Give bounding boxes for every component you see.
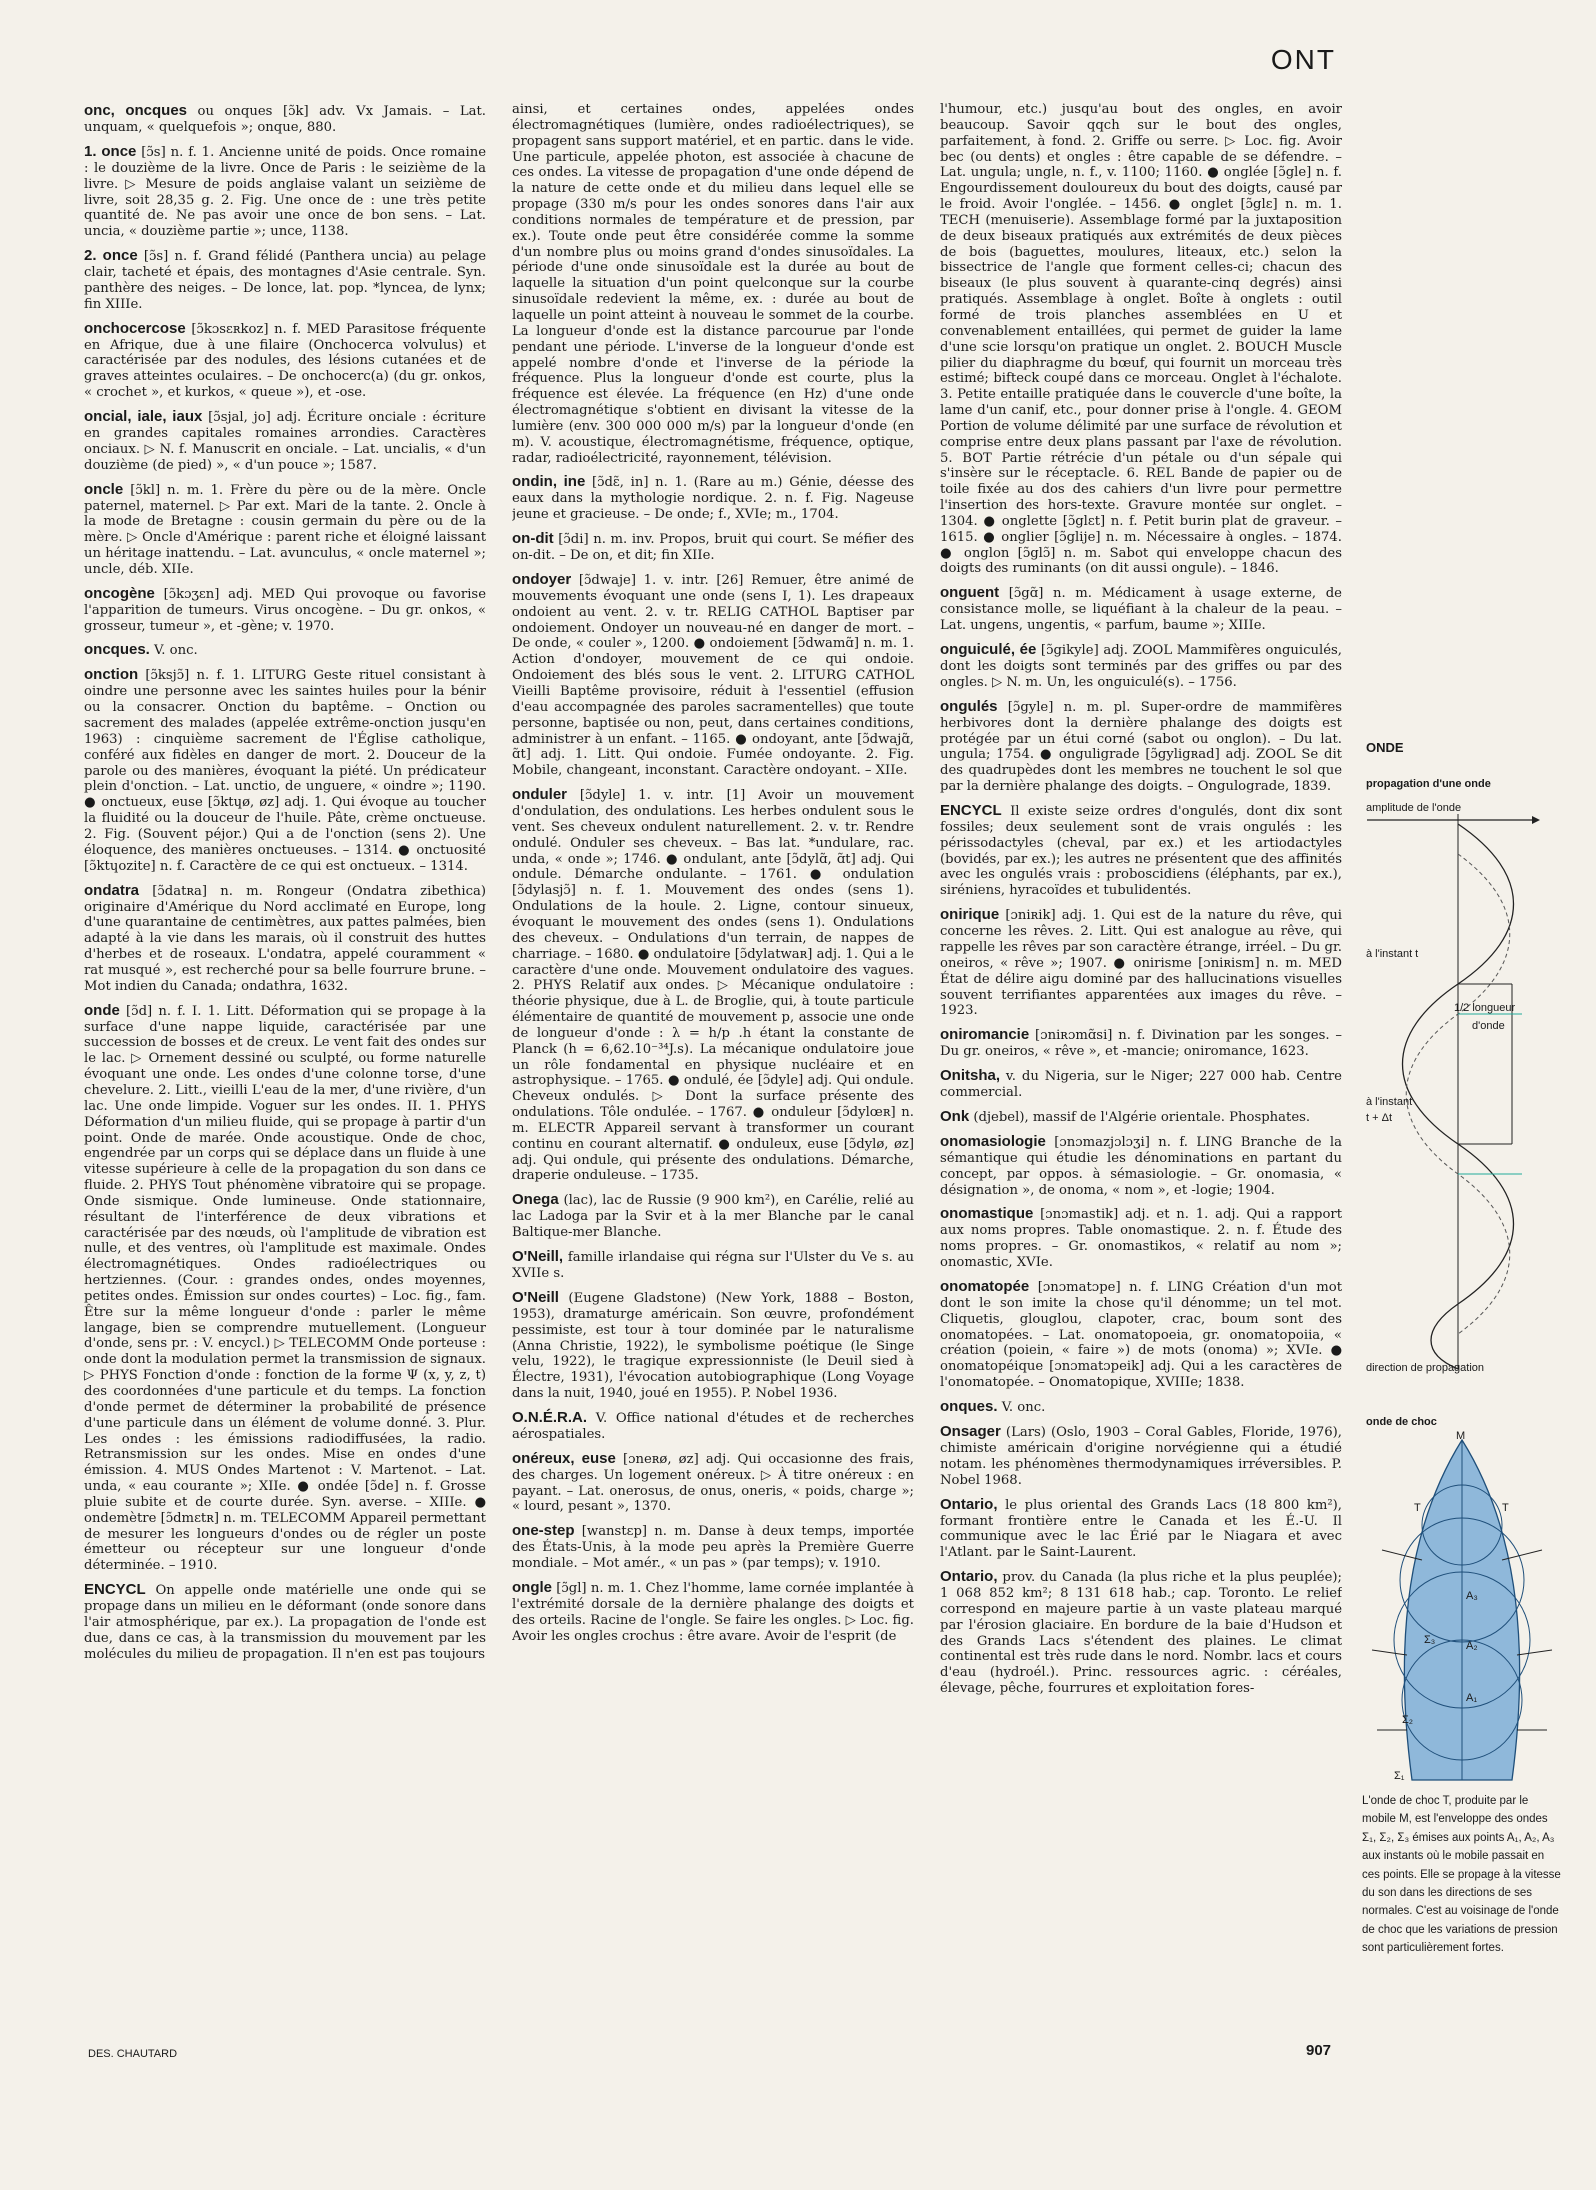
entry-definition: [ɔ̃kl] n. m. 1. Frère du père ou de la mère. Oncle paternel, maternel. ▷ Par ext. Mari de la tante. 2. Oncle à la mode de Bretagne : cousin germain du père ou de la mère. ▷ Oncle d'Amérique : parent riche et éloigné laissant un héritage inattendu. – Lat. avunculus, « oncle maternel »; uncle, déb. XIIe. xyxy=(84,482,486,577)
amplitude-label: amplitude de l'onde xyxy=(1366,802,1462,814)
dictionary-entry xyxy=(512,1409,914,1443)
dictionary-entry xyxy=(940,1398,1342,1416)
entry-headword: onduler xyxy=(512,786,567,804)
entry-definition: [ɔ̃dɛ̃, in] n. 1. (Rare au m.) Génie, déesse des eaux dans la mythologie nordique. 2. n. f. Fig. Nageuse jeune et gracieuse. – De onde; f., XVIe; m., 1704. xyxy=(512,475,914,523)
entry-definition: [ɔnɔmazjɔlɔʒi] n. f. LING Branche de la sémantique qui étudie les dénominations en partant du concept, par oppos. à sémasiologie. – Gr. onomasia, « désignation », de onoma, « nom », et -logie; 1904. xyxy=(940,1134,1342,1198)
entry-definition: prov. du Canada (la plus riche et la plus peuplée); 1 068 852 km²; 8 131 618 hab.; cap. Toronto. Le relief correspond en majeure partie à un vaste plateau marqué par l'érosion glaciaire. En bordure de la baie d'Hudson et des Grands Lacs s'étendent des plaines. Le climat continental est très rude dans le nord. Nombr. lacs et cours d'eau (hydroél.). Princ. ressources agric. : céréales, élevage, pêche, fourrures et exploitation fores- xyxy=(940,1570,1342,1697)
dictionary-entry xyxy=(512,1191,914,1241)
dictionary-entry xyxy=(940,1108,1342,1126)
entry-headword: Onitsha, xyxy=(940,1067,1001,1085)
entry-definition: [ɔ̃sjal, jo] adj. Écriture onciale : écriture en grandes capitales romaines arrondies. Caractères onciaux. ▷ N. f. Manuscrit en onciale. – Lat. uncialis, « d'un douzième (de pied) », « d'un pouce »; 1587. xyxy=(84,409,486,473)
entry-headword: 1. once xyxy=(84,142,137,160)
entry-headword: onomastique xyxy=(940,1205,1034,1223)
dictionary-entry xyxy=(940,1496,1342,1562)
label-s1: Σ₁ xyxy=(1394,1770,1405,1782)
dictionary-entry xyxy=(84,408,486,474)
entry-definition: [ɔ̃ksjɔ̃] n. f. 1. LITURG Geste rituel consistant à oindre une personne avec les saintes huiles pour la bénir ou la consacrer. Onction du baptême. – Onction ou sacrement des malades (appelée extrême-onction jusqu'en 1963) : cinquième sacrement de l'Église catholique, conféré aux fidèles en danger de mort. 2. Douceur de la parole ou des manières, évoquant la piété. Un prédicateur plein d'onction. – Lat. unctio, de unguere, « oindre »; 1190. ● onctueux, euse [ɔ̃ktɥø, øz] adj. 1. Qui évoque au toucher la fluidité ou la douceur de l'huile. Pâte, crème onctueuse. 2. Fig. (Souvent péjor.) Qui a de l'onction (sens 2). Une éloquence, des manières onctueuses. – 1314. ● onctuosité [ɔ̃ktɥozite] n. f. Caractère de ce qui est onctueux. – 1314. xyxy=(84,668,486,874)
entry-headword: onomasiologie xyxy=(940,1132,1046,1150)
entry-definition: [ɔ̃d] n. f. I. 1. Litt. Déformation qui se propage à la surface d'une nappe liquide, caractérisée par une succession de bosses et de creux. Le vent fait des ondes sur le lac. ▷ Ornement dessiné ou sculpté, ou forme naturelle évoquant une onde. Les ondes d'une colonne torse, d'une chevelure. 2. Litt., vieilli L'eau de la mer, d'une rivière, d'un lac. Une onde limpide. Voguer sur les ondes. II. 1. PHYS Déformation d'un milieu fluide, qui se propage à partir d'un point. Onde de marée. Onde acoustique. Onde de choc, engendrée par un corps qui se déplace dans un fluide à une vitesse supérieure à celle de la propagation du son dans ce fluide. 2. PHYS Tout phénomène vibratoire qui se propage. Onde sismique. Onde lumineuse. Onde stationnaire, résultant de l'interférence de deux vibrations et caractérisée par des nœuds, où l'amplitude de vibration est nulle, et des ventres, où l'amplitude est maximale. Ondes électromagnétiques. Ondes radioélectriques ou hertziennes. (Cour. : grandes ondes, ondes moyennes, petites ondes. Émission sur ondes courtes) – Loc. fig., fam. Être sur la même longueur d'onde : parler le même langage, bien se comprendre mutuellement. (Longueur d'onde, sens pr. : V. encycl.) ▷ TELECOMM Onde porteuse : onde dont la modulation permet la transmission de signaux. ▷ PHYS Fonction d'onde : fonction de la forme Ψ (x, y, z, t) des coordonnées d'une particule et du temps. La fonction d'onde permet de déterminer la probabilité de présence d'une particule dans un élément de volume donné. 3. Plur. Les ondes : les émissions radiodiffusées, la radio. Retransmission sur les ondes. Mise en ondes d'une émission. 4. MUS Ondes Martenot : V. Martenot. – Lat. unda, « eau courante »; XIIe. ● ondée [ɔ̃de] n. f. Grosse pluie subite et de courte durée. Syn. averse. – XIIIe. ● ondemètre [ɔ̃dmɛtʀ] n. m. TELECOMM Appareil permettant de mesurer les longueurs d'ondes ou de régler un poste émetteur ou récepteur sur une longueur d'onde déterminée. – 1910. xyxy=(84,1003,486,1574)
entry-definition: [ɔnɔmastik] adj. et n. 1. adj. Qui a rapport aux noms propres. Table onomastique. 2. n. f. Étude des noms propres. – Gr. onomastikos, « relatif au nom »; onomastic, XVIe. xyxy=(940,1207,1342,1271)
dictionary-entry xyxy=(84,585,486,635)
entry-definition: [ɔnɔmatɔpe] n. f. LING Création d'un mot dont le son imite la chose qu'il dénomme; un tel mot. Cliquetis, glouglou, clapoter, crac, boum sont des onomatopées. – Lat. onomatopoeia, gr. onomatopoiia, « création (poiein, « faire ») de mots (onoma) »; XVIe. ● onomatopéique [ɔnɔmatɔpeik] adj. Qui a les caractères de l'onomatopée. – Onomatopique, XVIIIe; 1838. xyxy=(940,1279,1342,1391)
dictionary-entry xyxy=(84,481,486,578)
dictionary-entry xyxy=(84,102,486,136)
entry-headword: oncial, iale, iaux xyxy=(84,407,203,425)
instant-t-label: à l'instant t xyxy=(1366,948,1419,960)
entry-headword: onchocercose xyxy=(84,319,186,337)
entry-definition: On appelle onde matérielle une onde qui se propage dans un milieu en le déformant (onde sonore dans l'air atmosphérique, par ex.). La propagation de l'onde est due, dans ce cas, à la transmission du mouvement par les molécules du milieu de propagation. Il n'en est pas toujours xyxy=(84,1583,486,1662)
entry-headword: Onk xyxy=(940,1107,970,1125)
entry-headword: onguiculé, ée xyxy=(940,641,1037,658)
entry-definition: [ɔ̃di] n. m. inv. Propos, bruit qui court. Se méfier des on-dit. – De on, et dit; fin XIIe. xyxy=(512,532,914,564)
dictionary-entry xyxy=(512,1289,914,1402)
column-2 xyxy=(512,102,914,2032)
dictionary-entry xyxy=(940,1423,1342,1489)
dictionary-entry xyxy=(512,786,914,1184)
dictionary-entry xyxy=(940,584,1342,634)
dictionary-entry xyxy=(84,320,486,401)
entry-headword: onéreux, euse xyxy=(512,1449,616,1467)
entry-headword: O'Neill, xyxy=(512,1248,564,1265)
figure-title: ONDE xyxy=(1366,740,1404,755)
entry-definition: [ɔniʀik] adj. 1. Qui est de la nature du rêve, qui concerne les rêves. 2. Litt. Qui est analogue au rêve, qui rappelle les rêves par son caractère étrange, irréel. – Du gr. oneiros, « rêve »; 1907. ● onirisme [ɔniʀism] n. m. MED État de délire aigu dominé par des hallucinations visuelles souvent terrifiantes apparentées aux images du rêve. – 1923. xyxy=(940,908,1342,1019)
entry-headword: O'Neill xyxy=(512,1288,559,1306)
entry-definition: V. onc. xyxy=(149,643,198,659)
label-t1: T xyxy=(1414,1502,1421,1514)
normal-arrow-3 xyxy=(1372,1650,1407,1655)
page-number: 907 xyxy=(1306,2042,1332,2059)
label-a3: A₃ xyxy=(1466,1590,1478,1602)
entry-definition: [ɔniʀɔmɑ̃si] n. f. Divination par les songes. – Du gr. oneiros, « rêve », et -mancie; oniromance, 1623. xyxy=(940,1028,1342,1060)
entry-definition: V. Office national d'études et de recherches aérospatiales. xyxy=(512,1410,914,1442)
entry-definition: le plus oriental des Grands Lacs (18 800 km²), formant frontière entre le Canada et les É.-U. Il communique avec le lac Érié par le Niagara et avec l'Atlant. par le Saint-Laurent. xyxy=(940,1497,1342,1561)
entry-headword: oncques. xyxy=(84,641,150,659)
label-s3: Σ₃ xyxy=(1424,1634,1436,1646)
entry-definition: Il existe seize ordres d'ongulés, dont dix sont fossiles; deux seulement sont de vrais ongulés : les périssodactyles (cheval, par ex.) et les artiodactyles (bovidés, par ex.); les autres ne présentent que des affinités avec les ongulés vrais : proboscidiens (éléphants, par ex.), siréniens, hyracoïdes et tubulidentés. xyxy=(940,803,1342,899)
entry-headword: ondin, ine xyxy=(512,473,586,491)
wave-figure xyxy=(1362,730,1562,2030)
figure-subtitle: propagation d'une onde xyxy=(1366,778,1491,790)
figure-caption: L'onde de choc T, produite par le mobile M, est l'enveloppe des ondes Σ₁, Σ₂, Σ₃ émises aux points A₁, A₂, A₃ aux instants où le mobile passait en ces points. Elle se propage à la vitesse du son dans les directions de ses normales. C'est au voisinage de l'onde de choc que les variations de pression sont particulièrement fortes. xyxy=(1362,1795,1561,1955)
entry-headword: ongulés xyxy=(940,697,998,715)
dictionary-entry xyxy=(940,1278,1342,1391)
dictionary-entry xyxy=(84,641,486,659)
entry-definition: l'humour, etc.) jusqu'au bout des ongles, en avoir beaucoup. Savoir qqch sur le bout des ongles, parfaitement, à fond. 2. Griffe ou serre. ▷ Loc. fig. Avoir bec (ou dents) et ongles : être capable de se défendre. – Lat. ungula; ungle, n. f., v. 1100; 1160. ● onglée [ɔ̃gle] n. f. Engourdissement douloureux du bout des doigts, causé par le froid. Avoir l'onglée. – 1456. ● onglet [ɔ̃glɛ] n. m. 1. TECH (menuiserie). Assemblage formé par la juxtaposition de deux biseaux pratiqués aux extrémités de deux pièces de bois (baguettes, moulures, liteaux, etc.) selon la bissectrice de l'angle que forment celles-ci; chacun des biseaux (le plus souvent à quarante-cinq degrés) ainsi pratiqués. Assemblage à onglet. Boîte à onglets : outil formé de trois planches assemblées en U et convenablement entaillées, qui permet de guider la lame d'une scie lorsqu'on pratique un onglet. 2. BOUCH Muscle pilier du diaphragme du bœuf, qui fournit un morceau très estimé; bifteck coupé dans ce morceau. Onglet à l'échalote. 3. Petite entaille pratiquée dans le couvercle d'une boîte, la lame d'un canif, etc., pour donner prise à l'ongle. 4. GEOM Portion de volume délimité par une surface de révolution et comprise entre deux plans passant par l'axe de révolution. 5. BOT Partie rétrécie d'un pétale ou d'un sépale qui s'insère sur le réceptacle. 6. REL Bande de papier ou de toile fixée au dos des cahiers d'un livre pour permettre l'insertion des hors-texte. Gravure montée sur onglet. – 1304. ● onglette [ɔ̃glɛt] n. f. Petit burin plat de graveur. – 1615. ● onglier [ɔ̃glije] n. m. Nécessaire à ongles. – 1874. ● onglon [ɔ̃glɔ̃] n. m. Sabot qui enveloppe chacun des doigts des ruminants (on dit aussi ongule). – 1846. xyxy=(940,102,1342,577)
dictionary-entry xyxy=(512,1450,914,1516)
dictionary-entry xyxy=(940,1133,1342,1199)
entry-definition: [ɔ̃gɑ̃] n. m. Médicament à usage externe, de consistance molle, se liquéfiant à la chaleur de la peau. – Lat. ungens, ungentis, « parfum, baume »; XIIIe. xyxy=(940,586,1342,634)
entry-definition: V. onc. xyxy=(997,1400,1046,1415)
entry-definition: [ɔ̃kɔʒɛn] adj. MED Qui provoque ou favorise l'apparition de tumeurs. Virus oncogène. – Du gr. onkos, « grosseur, tumeur », et -gène; v. 1970. xyxy=(84,586,486,634)
dictionary-entry xyxy=(84,1581,486,1662)
entry-headword: on-dit xyxy=(512,530,554,548)
entry-definition: [ɔ̃s] n. f. 1. Ancienne unité de poids. Once romaine : le douzième de la livre. Once de Paris : le seizième de la livre. ▷ Mesure de poids anglaise valant un seizième de livre, soit 28,35 g. 2. Fig. Une once de : une très petite quantité de. Ne pas avoir une once de bon sens. – Lat. uncia, « douzième partie »; unce, 1138. xyxy=(84,144,486,240)
wave-diagram xyxy=(1362,814,1562,1374)
dictionary-entry xyxy=(940,1026,1342,1060)
entry-definition: [ɔ̃s] n. f. Grand félidé (Panthera uncia) au pelage clair, tacheté et épais, des montagnes d'Asie centrale. Syn. panthère des neiges. – De lonce, lat. pop. *lyncea, de lynx; fin XIIIe. xyxy=(84,249,486,312)
entry-headword: ondatra xyxy=(84,881,140,899)
entry-definition: (lac), lac de Russie (9 900 km²), en Carélie, relié au lac Ladoga par la Svir et à la mer Blanche par le canal Baltique-mer Blanche. xyxy=(512,1193,914,1241)
entry-definition: (djebel), massif de l'Algérie orientale. Phosphates. xyxy=(969,1109,1311,1125)
dictionary-entry xyxy=(84,882,486,995)
half-wavelength-label-2: d'onde xyxy=(1472,1020,1505,1032)
entry-headword: ENCYCL xyxy=(940,801,1002,819)
entry-headword: Onega xyxy=(512,1191,559,1209)
label-s2: Σ₂ xyxy=(1402,1714,1414,1726)
dictionary-entry xyxy=(84,1002,486,1575)
dictionary-entry xyxy=(512,1248,914,1282)
entry-definition: (Lars) (Oslo, 1903 – Coral Gables, Floride, 1976), chimiste américain d'origine norvégienne qui a étudié notam. les phénomènes thermodynamiques irréversibles. P. Nobel 1968. xyxy=(940,1425,1342,1488)
entry-headword: oniromancie xyxy=(940,1026,1030,1044)
entry-definition: [ɔ̃dyle] 1. v. intr. [1] Avoir un mouvement d'ondulation, des ondulations. Les herbes ondulent sous le vent. Ses cheveux ondulent naturellement. 2. v. tr. Rendre ondulé. Onduler ses cheveux. – Bas lat. *undulare, rac. unda, « onde »; 1746. ● ondulant, ante [ɔ̃dylɑ̃, ɑ̃t] adj. Qui ondule. Démarche ondulante. – 1761. ● ondulation [ɔ̃dylasjɔ̃] n. f. 1. Mouvement des ondes (sens 1). Ondulations de la houle. 2. Ligne, contour sinueux, évoquant le mouvement des ondes (sens 1). Ondulations des cheveux. – Ondulations d'un terrain, de nappes de charriage. – 1680. ● ondulatoire [ɔ̃dylatwaʀ] adj. 1. Qui a le caractère d'une onde. Mouvement ondulatoire des vagues. 2. PHYS Relatif aux ondes. ▷ Mécanique ondulatoire : théorie physique, due à L. de Broglie, qui, à toute particule élémentaire de quantité de mouvement p, associe une onde de longueur d'onde : λ = h/p .h étant la constante de Planck (h = 6,62.10⁻³⁴J.s). La mécanique ondulatoire joue un rôle fondamental en physique nucléaire et en astrophysique. – 1765. ● ondulé, ée [ɔ̃dyle] adj. Qui ondule. Cheveux ondulés. ▷ Dont la surface présente des ondulations. Tôle ondulée. – 1767. ● onduleur [ɔ̃dylœʀ] n. m. ELECTR Appareil servant à transformer un courant continu en courant alternatif. ● onduleux, euse [ɔ̃dylø, øz] adj. Qui ondule, qui présente des ondulations. Démarche, draperie onduleuse. – 1735. xyxy=(512,788,914,1184)
dictionary-entry xyxy=(940,698,1342,795)
instant-t2-label-a: à l'instant xyxy=(1366,1096,1413,1108)
entry-headword: O.N.É.R.A. xyxy=(512,1408,588,1426)
entry-definition: [ɔ̃dwaje] 1. v. intr. [26] Remuer, être animé de mouvements évoquant une onde (sens I, 1). Les drapeaux ondoient au vent. 2. v. tr. RELIG CATHOL Baptiser par ondoiement. Ondoyer un nouveau-né en danger de mort. – De onde, « couler », 1200. ● ondoiement [ɔ̃dwamɑ̃] n. m. 1. Action d'ondoyer, mouvement de ce qui ondoie. Ondoiement des blés sous le vent. 2. LITURG CATHOL Vieilli Baptême provisoire, réduit à l'essentiel (effusion d'eau accompagnée des paroles sacramentelles) que toute personne, baptisée ou non, peut, dans certaines conditions, administrer à un enfant. – 1165. ● ondoyant, ante [ɔ̃dwajɑ̃, ɑ̃t] adj. 1. Litt. Qui ondoie. Fumée ondoyante. 2. Fig. Mobile, changeant, inconstant. Caractère ondoyant. – XIIe. xyxy=(512,572,914,779)
entry-headword: onde xyxy=(84,1001,120,1019)
entry-headword: onirique xyxy=(940,906,1000,924)
entry-headword: onomatopée xyxy=(940,1277,1030,1295)
dictionary-entry xyxy=(512,473,914,523)
entry-definition: [ɔ̃gyle] n. m. pl. Super-ordre de mammifères herbivores dont la dernière phalange des doigts est protégée par un étui corné (sabot ou onglon). – Du lat. ungula; 1754. ● onguligrade [ɔ̃gyligʀad] adj. ZOOL Se dit des quadrupèdes dont les membres ne touchent le sol que par la dernière phalange des doigts. – Ongulograde, 1839. xyxy=(940,699,1342,795)
footer-credit: DES. CHAUTARD xyxy=(88,2048,178,2060)
entry-headword: one-step xyxy=(512,1522,575,1540)
label-a2: A₂ xyxy=(1466,1640,1478,1652)
entry-definition: [wanstɛp] n. m. Danse à deux temps, importée des États-Unis, à la mode peu après la Première Guerre mondiale. – Mot amér., « un pas » (par temps); v. 1910. xyxy=(512,1524,914,1572)
dictionary-entry xyxy=(84,666,486,874)
dictionary-entry xyxy=(512,571,914,779)
entry-headword: onction xyxy=(84,666,139,684)
dictionary-entry xyxy=(940,1067,1342,1101)
label-m: M xyxy=(1456,1430,1466,1442)
dictionary-entry xyxy=(512,1579,914,1645)
entry-definition: v. du Nigeria, sur le Niger; 227 000 hab. Centre commercial. xyxy=(940,1069,1342,1101)
dictionary-entry xyxy=(512,102,914,466)
entry-definition: ainsi, et certaines ondes, appelées ondes électromagnétiques (lumière, ondes radioélectriques), se propagent sans support matériel, et en partic. dans le vide. Une particule, appelée photon, est associée à chacune de ces ondes. La vitesse de propagation d'une onde dépend de la nature de cette onde et du milieu dans lequel elle se propage (330 m/s pour les ondes sonores dans l'air aux conditions normales de température et de pression, par ex.). Toute onde peut être considérée comme la somme d'un nombre plus ou moins grand d'ondes sinusoïdales. La période d'une onde sinusoïdale est la durée au bout de laquelle la situation d'un point quelconque sur la courbe sinusoïdale redevient la même, ex. : durée au bout de laquelle un point atteint à nouveau le sommet de la courbe. La longueur d'onde est la distance parcourue par l'onde pendant une période. L'inverse de la longueur d'onde est appelé nombre d'onde et l'inverse de la période la fréquence. Plus la longueur d'onde est courte, plus la fréquence est élevée. La fréquence (en Hz) d'une onde électromagnétique s'obtient en divisant la vitesse de la lumière (env. 300 000 000 m/s) par la longueur d'onde (en m). V. acoustique, électromagnétisme, fréquence, optique, radar, radioélectricité, rayonnement, télévision. xyxy=(512,102,914,466)
entry-headword: ongle xyxy=(512,1578,552,1596)
label-a1: A₁ xyxy=(1466,1692,1478,1704)
entry-headword: Ontario, xyxy=(940,1568,998,1586)
entry-headword: oncle xyxy=(84,480,124,498)
amplitude-arrow-head xyxy=(1532,816,1540,824)
shock-title: onde de choc xyxy=(1366,1416,1437,1428)
dictionary-entry xyxy=(940,1568,1342,1697)
dictionary-entry xyxy=(84,247,486,313)
entry-headword: ENCYCL xyxy=(84,1581,146,1599)
dictionary-entry xyxy=(940,641,1342,691)
dictionary-entry xyxy=(940,906,1342,1019)
direction-label: direction de propagation xyxy=(1366,1362,1485,1374)
normal-arrow-4 xyxy=(1517,1650,1552,1655)
instant-t2-label-b: t + Δt xyxy=(1366,1112,1392,1124)
dictionary-entry xyxy=(512,1522,914,1572)
entry-headword: onc, oncques xyxy=(84,102,188,119)
dictionary-entry xyxy=(84,143,486,240)
entry-definition: ou onques [ɔ̃k] adv. Vx Jamais. – Lat. unquam, « quelquefois »; onque, 880. xyxy=(84,104,486,135)
label-t2: T xyxy=(1502,1502,1509,1514)
entry-headword: Onsager xyxy=(940,1423,1001,1440)
dictionary-entry xyxy=(940,102,1342,577)
entry-headword: Ontario, xyxy=(940,1495,998,1513)
column-3 xyxy=(940,102,1342,2032)
entry-definition: [ɔ̃gl] n. m. 1. Chez l'homme, lame cornée implantée à l'extrémité dorsale de la dernière phalange des doigts et des orteils. Racine de l'ongle. Se faire les ongles. ▷ Loc. fig. Avoir les ongles crochus : être avare. Avoir de l'esprit (de xyxy=(512,1580,914,1644)
shock-diagram xyxy=(1362,1430,1562,1786)
entry-definition: [ɔ̃datʀa] n. m. Rongeur (Ondatra zibethica) originaire d'Amérique du Nord acclimaté en Europe, long d'une quarantaine de centimètres, aux pattes palmées, bien adapté à la vie dans les marais, où il construit des huttes d'herbes et de roseaux. L'ondatra, appelé couramment « rat musqué », est recherché pour sa belle fourrure brune. – Mot indien du Canada; ondathra, 1632. xyxy=(84,883,486,994)
entry-headword: 2. once xyxy=(84,247,138,265)
dictionary-entry xyxy=(940,1205,1342,1271)
running-head: ONT xyxy=(1270,44,1336,75)
dictionary-entry xyxy=(512,530,914,564)
dictionary-entry xyxy=(940,802,1342,899)
entry-headword: ondoyer xyxy=(512,570,572,588)
entry-definition: [ɔ̃gikyle] adj. ZOOL Mammifères onguiculés, dont les doigts sont terminés par des griffes ou par des ongles. ▷ N. m. Un, les onguiculé(s). – 1756. xyxy=(940,643,1342,690)
entry-definition: [ɔneʀø, øz] adj. Qui occasionne des frais, des charges. Un logement onéreux. ▷ À titre onéreux : en payant. – Lat. onerosus, de onus, oneris, « poids, charge »; « lourd, pesant », 1370. xyxy=(512,1451,914,1515)
entry-definition: (Eugene Gladstone) (New York, 1888 – Boston, 1953), dramaturge américain. Son œuvre, profondément pessimiste, est tour à tour dominée par le naturalisme (Anna Christie, 1922), le symbolisme poétique (le Singe velu, 1922), le tragique expressionniste (le Deuil sied à Électre, 1931), l'évocation autobiographique (Long Voyage dans la nuit, 1940, joué en 1955). P. Nobel 1936. xyxy=(512,1290,914,1402)
entry-definition: [ɔ̃kɔsɛʀkoz] n. f. MED Parasitose fréquente en Afrique, due à une filaire (Onchocerca volvulus) et caractérisée par des nodules, des lésions cutanées et de graves atteintes oculaires. – De onchocerc(a) (du gr. onkos, « crochet », et kurkos, « queue »), et -ose. xyxy=(84,321,486,401)
half-wavelength-label-1: 1/2 longueur xyxy=(1454,1002,1516,1014)
entry-headword: onguent xyxy=(940,584,1000,602)
entry-definition: famille irlandaise qui régna sur l'Ulster du Ve s. au XVIIe s. xyxy=(512,1250,914,1281)
entry-headword: oncogène xyxy=(84,584,155,602)
entry-headword: onques. xyxy=(940,1398,998,1415)
column-1 xyxy=(84,102,486,2032)
